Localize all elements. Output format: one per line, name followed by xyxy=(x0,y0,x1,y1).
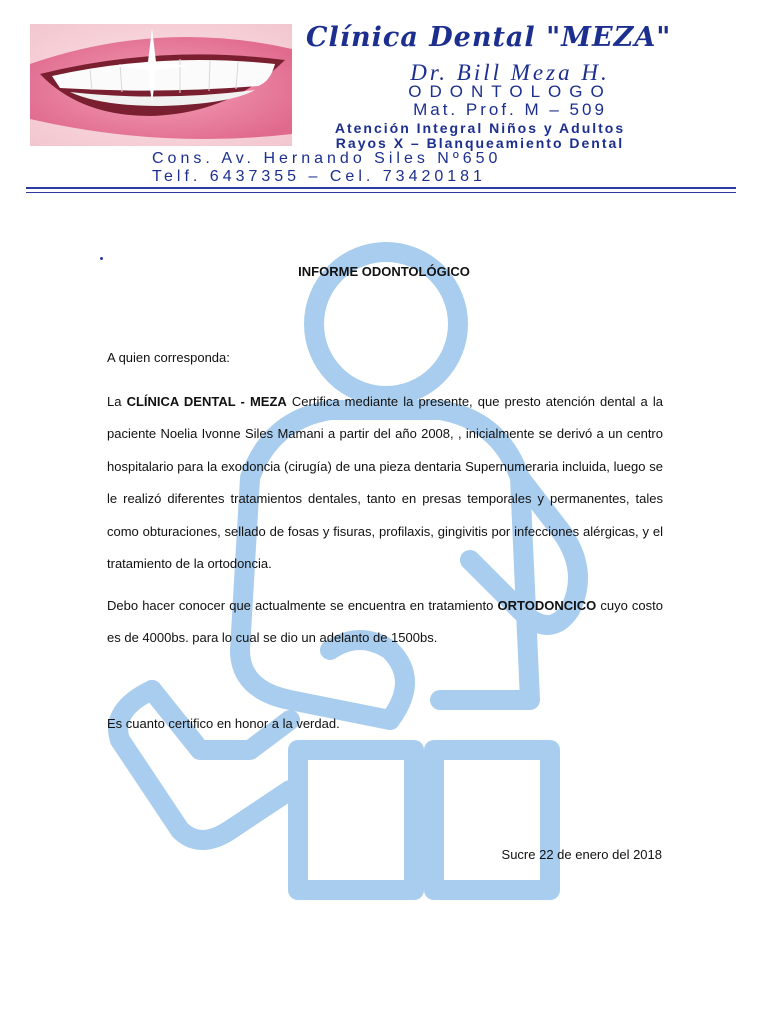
specialty: ODONTOLOGO xyxy=(408,82,612,101)
clinic-phones: Telf. 6437355 – Cel. 73420181 xyxy=(152,168,486,185)
paragraph-1-lead: La xyxy=(107,394,127,409)
clinic-address: Cons. Av. Hernando Siles Nº650 xyxy=(152,150,502,167)
service-line-1: Atención Integral Niños y Adultos xyxy=(334,120,626,136)
doctor-name: Dr. Bill Meza H. xyxy=(410,60,610,85)
paragraph-1-rest: Certifica mediante la presente, que presto atención dental a la paciente Noelia Ivonne Siles Mamani a partir del año 2008, , inicialmente se derivó a un centro hospitalario para la exodoncia (cirugía) de una pieza dentaria Supernumeraria incluida, luego se le realizó diferentes tratamientos dentales, tanto en presas temporales y permanentes, tales como obturaciones, sellado de fosas y fisuras, profilaxis, gingivitis por infecciones alérgicas, y el tratamiento de la ortodoncia. xyxy=(107,394,663,572)
paragraph-2 xyxy=(107,590,663,655)
service-line-2: Rayos X – Blanqueamiento Dental xyxy=(335,135,625,151)
place-date: Sucre 22 de enero del 2018 xyxy=(501,847,662,862)
paragraph-2-rest: cuyo costo es de 4000bs. para lo cual se dio un adelanto de 1500bs. xyxy=(107,598,663,646)
license-number: Mat. Prof. M – 509 xyxy=(413,100,607,119)
document-title: INFORME ODONTOLÓGICO xyxy=(298,264,470,279)
closing-line: Es cuanto certifico en honor a la verdad. xyxy=(107,716,340,731)
paragraph-2-lead: Debo hacer conocer que actualmente se encuentra en tratamiento xyxy=(107,598,498,613)
salutation: A quien corresponda: xyxy=(107,350,230,365)
paragraph-1 xyxy=(107,386,663,580)
clinic-name-bold: CLÍNICA DENTAL - MEZA xyxy=(126,394,287,409)
treatment-bold: ORTODONCICO xyxy=(497,598,597,613)
clinic-name: Clínica Dental "MEZA" xyxy=(306,22,672,53)
